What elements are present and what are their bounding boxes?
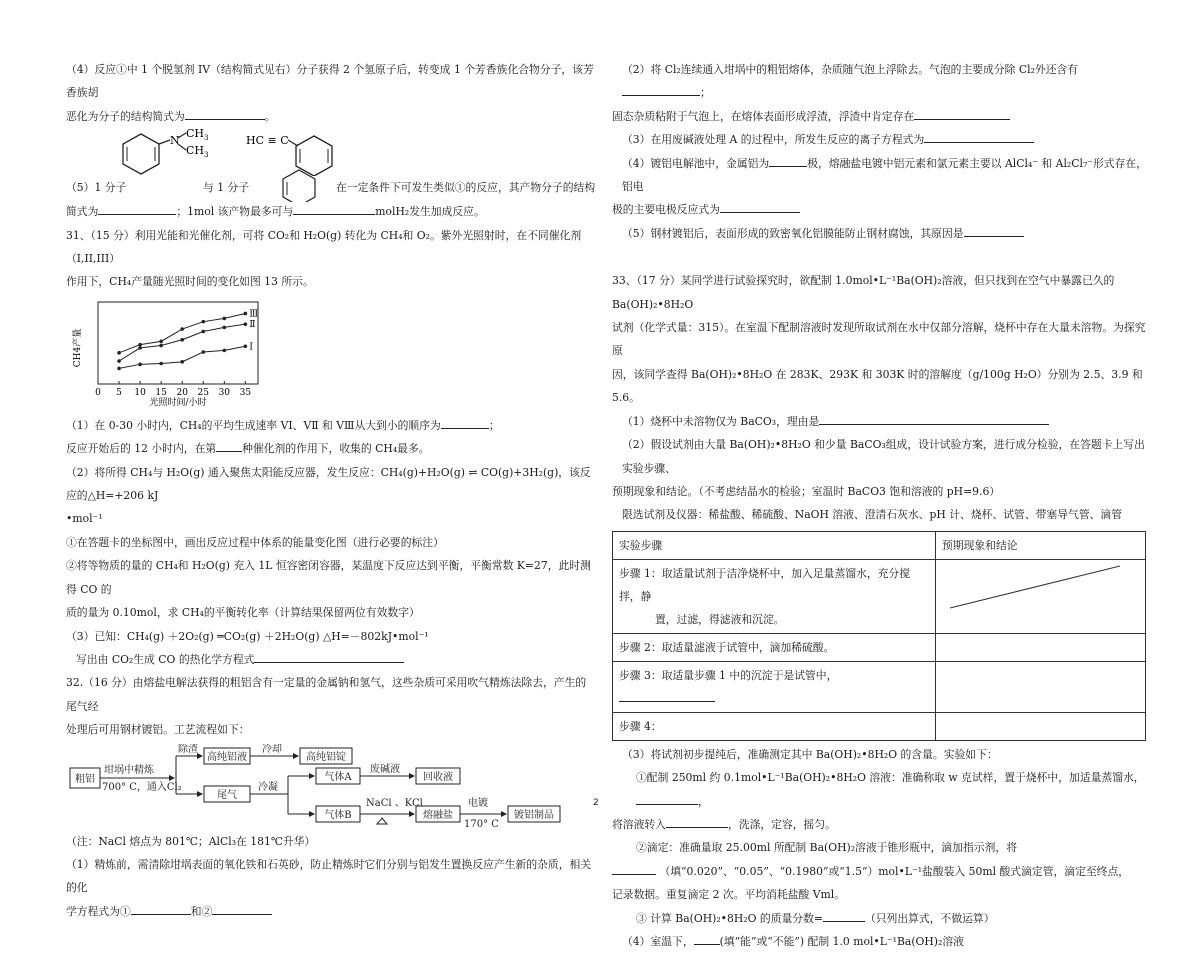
x-tick-label: 5 (116, 387, 122, 398)
series-line-1 (119, 313, 245, 352)
svg-text:CH3: $CH_3$ (186, 144, 209, 160)
data-point (201, 320, 205, 324)
q33-3-3: ③ 计算 Ba(OH)₂•8H₂O 的质量分数= （只列出算式，不做运算） (612, 907, 1147, 930)
page-number: 2 (593, 798, 599, 808)
table-row: 步骤 4： (613, 712, 1146, 740)
x-tick-label: 10 (134, 387, 146, 398)
data-point (223, 348, 227, 352)
x-tick-label: 25 (197, 387, 209, 398)
q32-1b: 学方程式为① 和② (66, 900, 596, 923)
answer-blank[interactable] (819, 412, 1049, 425)
answer-blank[interactable] (441, 416, 489, 429)
ch4-chart (66, 298, 596, 408)
q31-line2: 作用下，CH₄产量随光照时间的变化如图 13 所示。 (66, 275, 314, 289)
q33-3-2b: （填“0.020”、“0.05”、“0.1980”或“1.5”）mol•L⁻¹盐酸装入 50ml 酸式滴定管，滴定至终点， (612, 860, 1147, 883)
q32-note: （注：NaCl 熔点为 801℃；AlCl₃在 181℃升华） (66, 834, 316, 848)
q33-2c: 限选试剂及仪器：稀盐酸、稀硫酸、NaOH 溶液、澄清石灰水、pH 计、烧杯、试管、带塞导气管、滴管 (622, 508, 1123, 522)
data-point (159, 362, 163, 366)
table-row: 步骤 1：取适量试剂于洁净烧杯中，加入足量蒸馏水，充分搅拌，静 置，过滤，得滤液和沉淀。 (613, 559, 1146, 633)
q32-5: （5）钢材镀铝后，表面形成的致密氧化铝膜能防止钢材腐蚀，其原因是 (612, 222, 1147, 245)
data-point (244, 344, 248, 348)
experiment-table (612, 531, 1146, 741)
data-point (244, 322, 248, 326)
q32-3: （3）在用废碱液处理 A 的过程中，所发生反应的离子方程式为 (612, 128, 1147, 151)
series-label: Ⅱ (249, 319, 256, 330)
q5-row: （5）1 分子 与 1 分子 在一定条件下可发生类似①的反应，其产物分子的结构 (66, 176, 596, 200)
answer-blank[interactable] (823, 909, 865, 922)
table-header: 预期现象和结论 (936, 531, 1146, 559)
svg-text:高纯铝锭: 高纯铝锭 (306, 751, 346, 763)
q33-4: （4）室温下， (填“能”或“不能”) 配制 1.0 mol•L⁻¹Ba(OH)₂溶液 (612, 930, 1147, 953)
q31-3b: 写出由 CO₂生成 CO 的热化学方程式 (66, 648, 596, 671)
q31-2-1: ①在答题卡的坐标图中，画出反应过程中体系的能量变化图（进行必要的标注） (66, 535, 444, 549)
x-tick-label: 20 (176, 387, 188, 398)
n-atom: N (170, 134, 180, 148)
answer-blank[interactable] (636, 792, 698, 805)
q31-2-line: （2）将所得 CH₄与 H₂O(g) 通入聚焦太阳能反应器，发生反应：CH₄(g)+H₂O(g) ⇌ CO(g)+3H₂(g)，该反应的△H=+206 kJ (66, 465, 591, 503)
data-point (117, 366, 121, 370)
q31-2-unit: •mol⁻¹ (66, 512, 103, 526)
svg-text:尾气: 尾气 (217, 789, 237, 801)
flowchart-svg (66, 744, 596, 828)
q32-line2: 处理后可用钢材镀铝。工艺流程如下： (66, 723, 250, 737)
table-row: 步骤 3：取适量步骤 1 中的沉淀于是试管中， (613, 661, 1146, 712)
q5-line2: 简式为 ；1mol 该产物最多可与 molH₂发生加成反应。 (66, 200, 596, 223)
q33-3-1: ①配制 250ml 约 0.1mol•L⁻¹Ba(OH)₂•8H₂O 溶液：准确称取 w 克试样，置于烧杯中，加适量蒸馏水，， (636, 771, 1145, 808)
svg-text:170° C: 170° C (464, 818, 499, 828)
q33-b: 试剂（化学式量：315）。在室温下配制溶液时发现所取试剂在水中仅部分溶解，烧杯中存在大量未溶物。为探究原 (612, 321, 1146, 358)
data-point (180, 360, 184, 364)
svg-text:CH3: $CH_3$ (186, 128, 209, 143)
q32-line1: 32.（16 分）由熔盐电解法获得的粗铝含有一定量的金属钠和氢气，这些杂质可采用吹气精炼法除去，产生的尾气经 (66, 676, 587, 713)
answer-blank[interactable] (666, 815, 728, 828)
diagonal-cell (936, 559, 1146, 633)
svg-text:700° C，通入Cl₂: 700° C，通入Cl₂ (102, 781, 182, 793)
series-label: Ⅲ (249, 309, 259, 320)
right-column (612, 58, 1147, 953)
data-point (159, 339, 163, 343)
svg-text:熔融盐: 熔融盐 (423, 809, 453, 821)
answer-blank[interactable] (720, 200, 800, 213)
svg-text:冷却: 冷却 (262, 743, 282, 755)
svg-text:回收液: 回收液 (423, 771, 453, 783)
q33-3-2c: 记录数据。重复滴定 2 次。平均消耗盐酸 Vml。 (612, 888, 845, 902)
q31-2-2b: 质的量为 0.10mol，求 CH₄的平衡转化率（计算结果保留两位有效数字） (66, 606, 420, 620)
q33-2b: 预期现象和结论。（不考虑结晶水的检验；室温时 BaCO3 饱和溶液的 pH=9.6） (612, 484, 1001, 498)
q31-line1: 31、（15 分）利用光能和光催化剂，可将 CO₂和 H₂O(g) 转化为 CH₄和 O₂。紫外光照射时，在不同催化剂（I,II,III） (66, 228, 582, 266)
q31-1-line2: 反应开始后的 12 小时内，在第 种催化剂的作用下，收集的 CH₄最多。 (66, 437, 596, 460)
data-point (201, 350, 205, 354)
svg-text:废碱液: 废碱液 (370, 763, 400, 775)
table-header: 实验步骤 (613, 531, 936, 559)
answer-blank[interactable] (216, 439, 242, 452)
table-row: 步骤 2：取适量滤液于试管中，滴加稀硫酸。 (613, 633, 1146, 661)
y-axis-label: CH4产量 (73, 328, 83, 368)
q32-4: （4）镀铝电解池中，金属铝为 极，熔融盐电镀中铝元素和氯元素主要以 AlCl₄⁻ 和 Al₂Cl₇⁻形式存在，铝电 (612, 152, 1147, 199)
q31-2-2: ②将等物质的量的 CH₄和 H₂O(g) 充入 1L 恒容密闭容器，某温度下反应达到平衡，平衡常数 K=27，此时测得 CO 的 (66, 559, 591, 596)
q33-3-1b: 将溶液转入 ，洗涤，定容，摇匀。 (612, 813, 1147, 836)
answer-blank[interactable] (131, 902, 191, 915)
series-label: Ⅰ (249, 342, 253, 353)
answer-blank[interactable] (619, 689, 715, 702)
svg-text:除渣: 除渣 (178, 743, 198, 755)
table-header-row (613, 531, 1146, 559)
answer-blank[interactable] (769, 154, 807, 167)
benzene-ring-1 (123, 134, 159, 174)
data-point (138, 346, 142, 350)
ch4-chart-svg (66, 298, 266, 408)
answer-blank[interactable] (924, 130, 1034, 143)
q32-2: （2）将 Cl₂连续通入坩埚中的粗铝熔体，杂质随气泡上浮除去。气泡的主要成分除 Cl₂外还含有； (622, 63, 1079, 100)
answer-cell[interactable] (936, 633, 1146, 661)
svg-text:电镀: 电镀 (468, 797, 488, 809)
q31-1-line: （1）在 0-30 小时内，CH₄的平均生成速率 VⅠ、VⅡ 和 VⅢ从大到小的顺序为 ； (66, 414, 596, 437)
answer-blank[interactable] (185, 107, 265, 120)
q31-3: （3）已知：CH₄(g) ＋2O₂(g) ═CO₂(g) ＋2H₂O(g) △H=－802kJ•mol⁻¹ (66, 629, 429, 643)
data-point (223, 316, 227, 320)
data-point (180, 327, 184, 331)
svg-text:气体A: 气体A (324, 771, 352, 783)
q33-3: （3）将试剂初步提纯后，准确测定其中 Ba(OH)₂•8H₂O 的含量。实验如下： (622, 747, 998, 761)
data-point (117, 351, 121, 355)
svg-text:高纯铝液: 高纯铝液 (207, 751, 247, 763)
q33-1: （1）烧杯中未溶物仅为 BaCO₃，理由是 (612, 410, 1147, 433)
data-point (138, 343, 142, 347)
x-tick-label: 30 (218, 387, 231, 398)
svg-text:坩埚中精炼: 坩埚中精炼 (104, 764, 154, 776)
svg-text:镀铝制品: 镀铝制品 (514, 809, 554, 821)
svg-text:冷凝: 冷凝 (258, 781, 278, 793)
q4-line2: 恶化为分子的结构简式为 。 (66, 105, 596, 128)
answer-blank[interactable] (254, 650, 404, 663)
x-tick-label: 15 (155, 387, 167, 398)
cyclohexenone-molecule (262, 168, 336, 202)
svg-text:NaCl 、KCl: NaCl 、KCl (366, 797, 423, 809)
data-point (223, 325, 227, 329)
q32-4b: 极的主要电极反应式为 (612, 198, 1147, 221)
data-point (201, 330, 205, 334)
q33-c: 因，该同学查得 Ba(OH)₂•8H₂O 在 283K、293K 和 303K 时的溶解度（g/100g H₂O）分别为 2.5、3.9 和 5.6。 (612, 367, 1143, 405)
answer-blank[interactable] (914, 107, 1010, 120)
process-flowchart (66, 744, 596, 828)
q32-1a: （1）精炼前，需清除坩埚表面的氧化铁和石英砂，防止精炼时它们分别与铝发生置换反应产生新的杂质，相关的化 (66, 857, 592, 895)
answer-blank[interactable] (612, 862, 656, 875)
data-point (159, 344, 163, 348)
answer-blank[interactable] (964, 224, 1024, 237)
svg-text:气体B: 气体B (324, 809, 352, 821)
data-point (138, 362, 142, 366)
answer-cell[interactable] (936, 712, 1146, 740)
svg-text:粗铝: 粗铝 (75, 773, 95, 785)
data-point (117, 359, 121, 363)
answer-blank[interactable] (98, 202, 176, 215)
q33-a: 33、（17 分）某同学进行试验探究时，欲配制 1.0mol•L⁻¹Ba(OH)₂溶液，但只找到在空气中暴露已久的 Ba(OH)₂•8H₂O (612, 274, 1115, 311)
answer-blank[interactable] (694, 932, 720, 945)
chart-frame (98, 302, 258, 384)
q33-3-2: ②滴定：准确量取 25.00ml 所配制 Ba(OH)₂溶液于锥形瓶中，滴加指示剂，将 (636, 841, 1018, 855)
alkyne-label: HC ≡ C (246, 134, 289, 148)
left-column (66, 58, 596, 923)
q33-2a: （2）假设试剂由大量 Ba(OH)₂•8H₂O 和少量 BaCO₃组成，设计试验方案，进行成分检验，在答题卡上写出实验步骤、 (622, 438, 1145, 475)
data-point (244, 312, 248, 316)
x-tick-label: 35 (239, 387, 252, 398)
answer-cell[interactable] (936, 661, 1146, 712)
x-axis-label: 光照时间/小时 (149, 397, 207, 408)
answer-blank[interactable] (293, 202, 375, 215)
data-point (180, 338, 184, 342)
q32-2b: 固态杂质粘附于气泡上，在熔体表面形成浮渣，浮渣中肯定存在 (612, 105, 1147, 128)
answer-blank[interactable] (622, 83, 700, 96)
q4-line1: （4）反应①中 1 个脱氢剂 IV（结构简式见右）分子获得 2 个氢原子后，转变成 1 个芳香族化合物分子，该芳香族胡 (66, 63, 594, 100)
answer-blank[interactable] (212, 902, 272, 915)
x-tick-label: 0 (95, 387, 101, 398)
